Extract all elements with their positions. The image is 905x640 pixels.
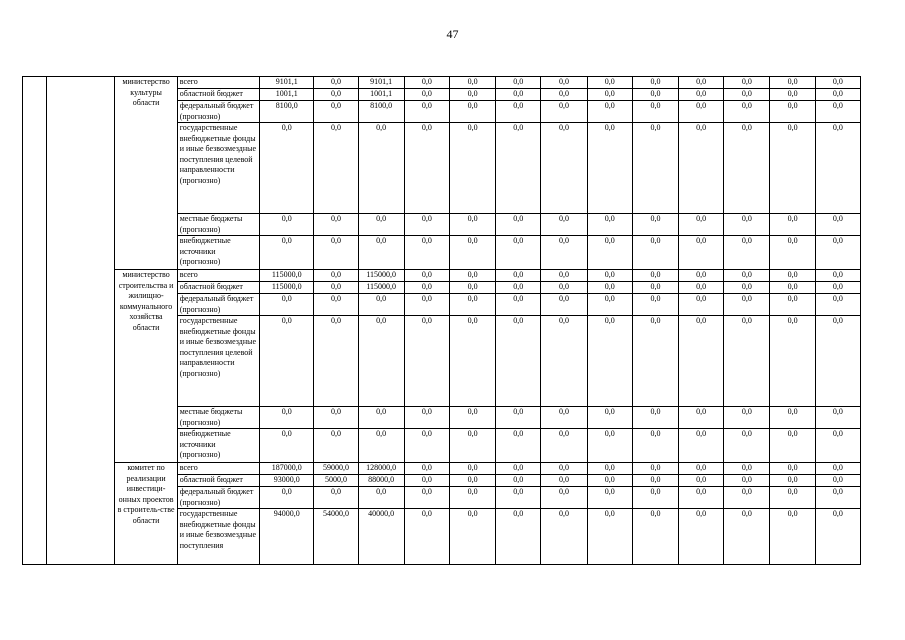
- amount-cell: 0,0: [314, 101, 358, 123]
- amount-cell: 0,0: [632, 123, 678, 214]
- amount-cell: 0,0: [770, 475, 815, 487]
- amount-cell: 0,0: [358, 316, 404, 407]
- amount-cell: 5000,0: [314, 475, 358, 487]
- amount-cell: 0,0: [449, 101, 495, 123]
- amount-cell: 0,0: [770, 294, 815, 316]
- amount-cell: 0,0: [815, 475, 860, 487]
- amount-cell: 0,0: [260, 236, 314, 270]
- amount-cell: 0,0: [541, 123, 587, 214]
- amount-cell: 0,0: [815, 236, 860, 270]
- funding-source-cell: местные бюджеты (прогнозно): [177, 214, 259, 236]
- amount-cell: 0,0: [260, 487, 314, 509]
- amount-cell: 0,0: [587, 487, 632, 509]
- amount-cell: 0,0: [815, 316, 860, 407]
- amount-cell: 0,0: [587, 270, 632, 282]
- amount-cell: 0,0: [358, 429, 404, 463]
- amount-cell: 0,0: [358, 294, 404, 316]
- amount-cell: 0,0: [724, 77, 770, 89]
- amount-cell: 0,0: [632, 509, 678, 565]
- amount-cell: 0,0: [724, 463, 770, 475]
- amount-cell: 0,0: [260, 316, 314, 407]
- amount-cell: 0,0: [815, 270, 860, 282]
- amount-cell: 0,0: [770, 429, 815, 463]
- amount-cell: 0,0: [770, 101, 815, 123]
- amount-cell: 0,0: [449, 463, 495, 475]
- amount-cell: 0,0: [587, 429, 632, 463]
- funding-source-cell: областной бюджет: [177, 475, 259, 487]
- amount-cell: 115000,0: [260, 270, 314, 282]
- amount-cell: 0,0: [449, 487, 495, 509]
- amount-cell: 0,0: [541, 77, 587, 89]
- amount-cell: 0,0: [724, 282, 770, 294]
- amount-cell: 0,0: [815, 509, 860, 565]
- funding-source-cell: всего: [177, 77, 259, 89]
- amount-cell: 0,0: [770, 509, 815, 565]
- amount-cell: 0,0: [632, 236, 678, 270]
- amount-cell: 93000,0: [260, 475, 314, 487]
- amount-cell: 0,0: [724, 407, 770, 429]
- amount-cell: 0,0: [815, 294, 860, 316]
- funding-source-cell: внебюджетные источники (прогнозно): [177, 236, 259, 270]
- amount-cell: 0,0: [314, 214, 358, 236]
- amount-cell: 0,0: [449, 429, 495, 463]
- amount-cell: 0,0: [260, 123, 314, 214]
- amount-cell: 115000,0: [358, 282, 404, 294]
- amount-cell: 0,0: [770, 487, 815, 509]
- amount-cell: 0,0: [815, 214, 860, 236]
- amount-cell: 0,0: [587, 509, 632, 565]
- table-row: [23, 77, 861, 89]
- amount-cell: 0,0: [314, 407, 358, 429]
- amount-cell: 0,0: [770, 316, 815, 407]
- funding-source-cell: областной бюджет: [177, 282, 259, 294]
- amount-cell: 0,0: [314, 294, 358, 316]
- empty-cell: [47, 77, 115, 565]
- amount-cell: 0,0: [724, 101, 770, 123]
- amount-cell: 0,0: [314, 123, 358, 214]
- amount-cell: 0,0: [404, 270, 449, 282]
- amount-cell: 0,0: [541, 475, 587, 487]
- amount-cell: 0,0: [679, 407, 724, 429]
- amount-cell: 0,0: [815, 407, 860, 429]
- amount-cell: 0,0: [541, 509, 587, 565]
- amount-cell: 0,0: [815, 463, 860, 475]
- amount-cell: 8100,0: [260, 101, 314, 123]
- amount-cell: 0,0: [679, 487, 724, 509]
- amount-cell: 0,0: [449, 236, 495, 270]
- amount-cell: 0,0: [815, 429, 860, 463]
- amount-cell: 0,0: [496, 282, 541, 294]
- amount-cell: 0,0: [724, 429, 770, 463]
- amount-cell: 0,0: [587, 294, 632, 316]
- funding-source-cell: местные бюджеты (прогнозно): [177, 407, 259, 429]
- amount-cell: 0,0: [404, 463, 449, 475]
- amount-cell: 0,0: [724, 487, 770, 509]
- amount-cell: 0,0: [679, 509, 724, 565]
- amount-cell: 115000,0: [260, 282, 314, 294]
- amount-cell: 0,0: [358, 407, 404, 429]
- amount-cell: 0,0: [314, 270, 358, 282]
- amount-cell: 0,0: [541, 89, 587, 101]
- amount-cell: 0,0: [724, 89, 770, 101]
- organization-cell: комитет по реализации инвестици-онных проектов в строитель-стве области: [115, 463, 177, 565]
- amount-cell: 0,0: [632, 89, 678, 101]
- amount-cell: 0,0: [496, 89, 541, 101]
- amount-cell: 0,0: [404, 101, 449, 123]
- amount-cell: 0,0: [404, 282, 449, 294]
- amount-cell: 0,0: [724, 294, 770, 316]
- amount-cell: 0,0: [496, 77, 541, 89]
- amount-cell: 0,0: [587, 123, 632, 214]
- amount-cell: 0,0: [587, 77, 632, 89]
- amount-cell: 0,0: [587, 101, 632, 123]
- amount-cell: 0,0: [632, 101, 678, 123]
- amount-cell: 0,0: [404, 487, 449, 509]
- amount-cell: 0,0: [679, 214, 724, 236]
- amount-cell: 0,0: [404, 294, 449, 316]
- amount-cell: 0,0: [404, 77, 449, 89]
- organization-cell: министерство строительства и жилищно-коммунального хозяйства области: [115, 270, 177, 463]
- funding-source-cell: федеральный бюджет (прогнозно): [177, 294, 259, 316]
- amount-cell: 0,0: [404, 429, 449, 463]
- amount-cell: 0,0: [724, 236, 770, 270]
- empty-cell: [23, 77, 47, 565]
- amount-cell: 0,0: [260, 407, 314, 429]
- amount-cell: 0,0: [587, 475, 632, 487]
- amount-cell: 0,0: [404, 236, 449, 270]
- amount-cell: 0,0: [449, 214, 495, 236]
- amount-cell: 0,0: [260, 294, 314, 316]
- amount-cell: 0,0: [724, 475, 770, 487]
- amount-cell: 0,0: [404, 214, 449, 236]
- amount-cell: 0,0: [587, 316, 632, 407]
- amount-cell: 1001,1: [260, 89, 314, 101]
- amount-cell: 0,0: [587, 214, 632, 236]
- amount-cell: 0,0: [496, 463, 541, 475]
- amount-cell: 0,0: [449, 89, 495, 101]
- table-row: [23, 463, 861, 475]
- amount-cell: 0,0: [679, 429, 724, 463]
- amount-cell: 0,0: [449, 316, 495, 407]
- amount-cell: 0,0: [358, 487, 404, 509]
- amount-cell: 0,0: [587, 463, 632, 475]
- amount-cell: 0,0: [541, 407, 587, 429]
- amount-cell: 0,0: [679, 236, 724, 270]
- amount-cell: 0,0: [679, 101, 724, 123]
- funding-source-cell: федеральный бюджет (прогнозно): [177, 101, 259, 123]
- amount-cell: 0,0: [815, 487, 860, 509]
- amount-cell: 0,0: [724, 123, 770, 214]
- funding-source-cell: государственные внебюджетные фонды и иные безвозмездные поступления: [177, 509, 259, 565]
- amount-cell: 59000,0: [314, 463, 358, 475]
- amount-cell: 0,0: [770, 123, 815, 214]
- amount-cell: 0,0: [815, 282, 860, 294]
- amount-cell: 0,0: [260, 214, 314, 236]
- amount-cell: 0,0: [496, 236, 541, 270]
- amount-cell: 0,0: [541, 463, 587, 475]
- amount-cell: 0,0: [679, 123, 724, 214]
- amount-cell: 0,0: [496, 487, 541, 509]
- amount-cell: 0,0: [496, 294, 541, 316]
- amount-cell: 0,0: [679, 294, 724, 316]
- funding-source-cell: государственные внебюджетные фонды и иные безвозмездные поступления целевой направленности (прогнозно): [177, 316, 259, 407]
- amount-cell: 0,0: [358, 236, 404, 270]
- amount-cell: 0,0: [770, 463, 815, 475]
- amount-cell: 0,0: [632, 429, 678, 463]
- amount-cell: 0,0: [449, 77, 495, 89]
- amount-cell: 187000,0: [260, 463, 314, 475]
- amount-cell: 0,0: [587, 407, 632, 429]
- funding-source-cell: всего: [177, 270, 259, 282]
- amount-cell: 0,0: [496, 123, 541, 214]
- amount-cell: 0,0: [541, 236, 587, 270]
- amount-cell: 94000,0: [260, 509, 314, 565]
- amount-cell: 0,0: [496, 270, 541, 282]
- funding-source-cell: федеральный бюджет (прогнозно): [177, 487, 259, 509]
- amount-cell: 0,0: [449, 407, 495, 429]
- amount-cell: 0,0: [770, 77, 815, 89]
- amount-cell: 0,0: [679, 475, 724, 487]
- amount-cell: 0,0: [496, 214, 541, 236]
- amount-cell: 0,0: [314, 487, 358, 509]
- amount-cell: 0,0: [449, 475, 495, 487]
- amount-cell: 0,0: [496, 475, 541, 487]
- amount-cell: 0,0: [449, 282, 495, 294]
- amount-cell: 0,0: [314, 316, 358, 407]
- amount-cell: 0,0: [449, 509, 495, 565]
- amount-cell: 0,0: [632, 282, 678, 294]
- amount-cell: 0,0: [770, 214, 815, 236]
- amount-cell: 0,0: [770, 407, 815, 429]
- amount-cell: 0,0: [314, 282, 358, 294]
- amount-cell: 0,0: [724, 270, 770, 282]
- amount-cell: 0,0: [632, 294, 678, 316]
- funding-source-cell: всего: [177, 463, 259, 475]
- amount-cell: 9101,1: [260, 77, 314, 89]
- amount-cell: 0,0: [404, 316, 449, 407]
- amount-cell: 40000,0: [358, 509, 404, 565]
- amount-cell: 0,0: [679, 316, 724, 407]
- funding-source-cell: внебюджетные источники (прогнозно): [177, 429, 259, 463]
- amount-cell: 0,0: [541, 282, 587, 294]
- amount-cell: 0,0: [496, 429, 541, 463]
- amount-cell: 0,0: [632, 316, 678, 407]
- amount-cell: 0,0: [260, 429, 314, 463]
- amount-cell: 0,0: [449, 270, 495, 282]
- amount-cell: 1001,1: [358, 89, 404, 101]
- amount-cell: 0,0: [770, 270, 815, 282]
- amount-cell: 0,0: [632, 463, 678, 475]
- amount-cell: 0,0: [632, 475, 678, 487]
- amount-cell: 0,0: [541, 270, 587, 282]
- amount-cell: 0,0: [679, 282, 724, 294]
- amount-cell: 0,0: [632, 487, 678, 509]
- amount-cell: 0,0: [314, 89, 358, 101]
- amount-cell: 8100,0: [358, 101, 404, 123]
- amount-cell: 54000,0: [314, 509, 358, 565]
- amount-cell: 0,0: [587, 236, 632, 270]
- amount-cell: 9101,1: [358, 77, 404, 89]
- funding-source-cell: областной бюджет: [177, 89, 259, 101]
- amount-cell: 0,0: [404, 123, 449, 214]
- amount-cell: 0,0: [449, 294, 495, 316]
- amount-cell: 128000,0: [358, 463, 404, 475]
- amount-cell: 0,0: [314, 429, 358, 463]
- amount-cell: 0,0: [541, 101, 587, 123]
- amount-cell: 0,0: [314, 236, 358, 270]
- amount-cell: 0,0: [679, 270, 724, 282]
- amount-cell: 0,0: [679, 463, 724, 475]
- amount-cell: 0,0: [314, 77, 358, 89]
- amount-cell: 0,0: [449, 123, 495, 214]
- amount-cell: 0,0: [632, 214, 678, 236]
- amount-cell: 0,0: [679, 77, 724, 89]
- amount-cell: 0,0: [541, 316, 587, 407]
- organization-cell: министерство культуры области: [115, 77, 177, 270]
- page-number: 47: [446, 27, 459, 41]
- amount-cell: 0,0: [496, 316, 541, 407]
- amount-cell: 0,0: [496, 101, 541, 123]
- amount-cell: 0,0: [770, 236, 815, 270]
- amount-cell: 0,0: [815, 77, 860, 89]
- amount-cell: 0,0: [541, 429, 587, 463]
- amount-cell: 0,0: [404, 407, 449, 429]
- amount-cell: 88000,0: [358, 475, 404, 487]
- amount-cell: 0,0: [770, 89, 815, 101]
- amount-cell: 0,0: [632, 270, 678, 282]
- table-body: [23, 77, 861, 565]
- amount-cell: 0,0: [724, 214, 770, 236]
- amount-cell: 0,0: [815, 101, 860, 123]
- budget-table: [22, 76, 861, 565]
- amount-cell: 0,0: [541, 487, 587, 509]
- amount-cell: 0,0: [496, 407, 541, 429]
- amount-cell: 0,0: [541, 294, 587, 316]
- amount-cell: 0,0: [770, 282, 815, 294]
- amount-cell: 0,0: [404, 509, 449, 565]
- table-row: [23, 270, 861, 282]
- amount-cell: 0,0: [358, 123, 404, 214]
- amount-cell: 0,0: [587, 282, 632, 294]
- amount-cell: 0,0: [724, 509, 770, 565]
- amount-cell: 115000,0: [358, 270, 404, 282]
- amount-cell: 0,0: [587, 89, 632, 101]
- amount-cell: 0,0: [358, 214, 404, 236]
- amount-cell: 0,0: [541, 214, 587, 236]
- amount-cell: 0,0: [632, 407, 678, 429]
- amount-cell: 0,0: [679, 89, 724, 101]
- amount-cell: 0,0: [815, 89, 860, 101]
- amount-cell: 0,0: [724, 316, 770, 407]
- amount-cell: 0,0: [815, 123, 860, 214]
- funding-source-cell: государственные внебюджетные фонды и иные безвозмездные поступления целевой направленности (прогнозно): [177, 123, 259, 214]
- amount-cell: 0,0: [496, 509, 541, 565]
- amount-cell: 0,0: [632, 77, 678, 89]
- amount-cell: 0,0: [404, 475, 449, 487]
- amount-cell: 0,0: [404, 89, 449, 101]
